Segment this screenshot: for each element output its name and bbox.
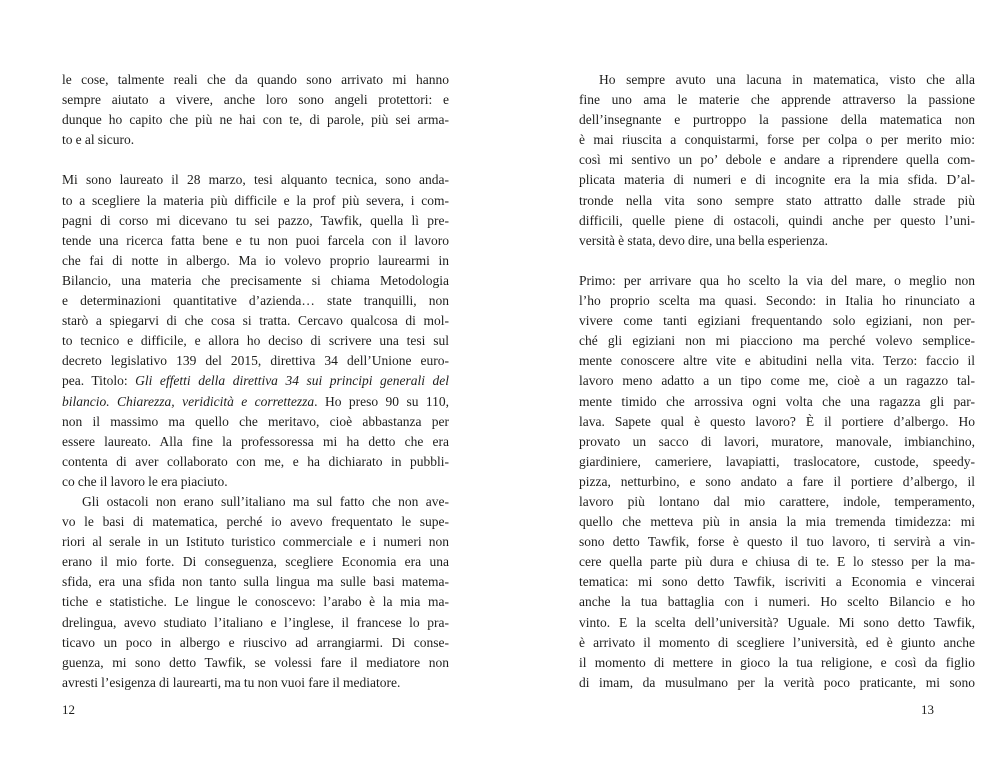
text-line: sono detto Tawfik, forse è questo il tuo lavoro, ti servirà a vin- <box>579 534 975 550</box>
text-line: Mi sono laureato il 28 marzo, tesi alquanto tecnica, sono anda- <box>62 172 449 188</box>
text-line: tende una ricerca fatta bene e tu non puoi farcela con il lavoro <box>62 232 449 248</box>
text-line: Bilancio, una materia che precisamente si chiama Metodologia <box>62 272 449 288</box>
text-line: l’ho proprio scelta ma quasi. Secondo: in Italia ho rinunciato a <box>579 293 975 309</box>
text-line: tematica: mi sono detto Tawfik, iscriviti a Economia e vincerai <box>579 574 975 590</box>
text-line: riori al serale in un Istituto turistico commerciale e i numeri non <box>62 534 449 550</box>
text-line: lava. Sapete qual è questo lavoro? È il portiere d’albergo. Ho <box>579 413 975 429</box>
text-line: così mi sentivo un po’ debole e andare a riprendere quella com- <box>579 152 975 168</box>
text-line: dunque ho capito che più ne hai con te, di parole, più sei arma- <box>62 112 449 128</box>
paragraph <box>62 492 449 693</box>
text-line: è arrivato il momento di scegliere l’università, ed è giunto anche <box>579 634 975 650</box>
paragraph <box>579 271 975 693</box>
text-line: di imam, da musulmano per la verità poco praticante, mi sono <box>579 674 975 690</box>
text-line: essere laureato. Alla fine la professoressa mi ha detto che era <box>62 433 449 449</box>
text-line: guenza, mi sono detto Tawfik, se volessi fare il mediatore non <box>62 654 449 670</box>
text-line: quello che metteva più in ansia la mia tremenda timidezza: mi <box>579 514 975 530</box>
text-line: fine uno ama le materie che apprende attraverso la passione <box>579 92 975 108</box>
text-line: to tecnico e difficile, e allora ho deciso di scrivere una tesi sul <box>62 333 449 349</box>
text-line: versità è stata, devo dire, una bella esperienza. <box>579 232 828 248</box>
page-number-left: 12 <box>62 702 75 717</box>
text-line: mente conoscere altre vite e abitudini nella vita. Terzo: faccio il <box>579 353 975 369</box>
text-line: provato un sacco di lavori, muratore, manovale, imbianchino, <box>579 433 975 449</box>
text-line: pizza, netturbino, e sono andato a fare il portiere d’albergo, il <box>579 473 975 489</box>
text-line: lavoro meno adatto a un tipo come me, cioè a un ragazzo tal- <box>579 373 975 389</box>
text-line: sfida, era una sfida non tanto sulla lingua ma sulle basi matema- <box>62 574 449 590</box>
text-line: Gli ostacoli non erano sull’italiano ma sul fatto che non ave- <box>82 493 449 509</box>
text-line: è mai riuscita a conquistarmi, forse per colpa o per merito mio: <box>579 132 975 148</box>
text-line: vivere come tanti egiziani frequentando solo egiziani, non per- <box>579 313 975 329</box>
text-line: che fai di notte in albergo. Ma io volevo proprio laurearmi in <box>62 252 449 268</box>
text-line: Ho sempre avuto una lacuna in matematica, visto che alla <box>599 72 975 87</box>
italic-segment: bilancio. Chiarezza, veridicità e correttezza <box>62 393 315 409</box>
text-line: giardiniere, cameriere, lavapiatti, traslocatore, custode, speedy- <box>579 453 975 469</box>
page-number-right: 13 <box>921 702 934 717</box>
text-line: contenta di aver collaborato con me, e ha dichiarato in pubbli- <box>62 453 449 469</box>
text-line: erano il mio forte. Di conseguenza, scegliere Economia era una <box>62 554 449 570</box>
paragraph <box>62 70 449 150</box>
text-line: non il massimo ma quello che meritavo, cioè abbastanza per <box>62 413 449 429</box>
left-page-text-block <box>62 70 449 693</box>
text-line: il momento di mettere in gioco la tua religione, e così da figlio <box>579 654 975 670</box>
text-line <box>62 371 449 391</box>
text-line: e determinazioni quantitative d’azienda… state tranquilli, non <box>62 293 449 309</box>
text-line: vo le basi di matematica, perché io avevo frequentato le supe- <box>62 514 449 530</box>
text-line: avresti l’esigenza di laurearti, ma tu non vuoi fare il mediatore. <box>62 674 401 690</box>
text-line: tronde nella vita sono sempre stato attratto dalle strade più <box>579 192 975 208</box>
paragraph <box>62 170 449 492</box>
text-line: ticavo un poco in albergo e riuscivo ad arrangiarmi. Di conse- <box>62 634 449 650</box>
paragraph <box>579 70 975 251</box>
text-segment: . Ho preso 90 su 110, <box>314 393 449 409</box>
text-line: le cose, talmente reali che da quando sono arrivato mi hanno <box>62 72 449 87</box>
text-line: pagni di corso mi dicevano tu sei pazzo, Tawfik, quella lì pre- <box>62 212 449 228</box>
text-line: plicata materia di numeri e di incognite era la mia sfida. D’al- <box>579 172 975 188</box>
text-line <box>62 392 449 412</box>
italic-segment: Gli effetti della direttiva 34 sui principi generali del <box>135 373 449 389</box>
text-line: cere quella parte più dura e chiusa di te. E lo stesso per la ma- <box>579 554 975 570</box>
text-line: dell’insegnante e purtroppo la passione della matematica non <box>579 112 975 128</box>
text-line: Primo: per arrivare qua ho scelto la via del mare, o meglio non <box>579 272 975 288</box>
text-line: mente timido che arrossiva ogni volta che una ragazza gli par- <box>579 393 975 409</box>
text-line: starò a spiegarvi di che cosa si tratta. Cercavo qualcosa di mol- <box>62 313 449 329</box>
text-line: difficili, quelle piene di ostacoli, quindi anche per questo l’uni- <box>579 212 975 228</box>
text-line: anche la tua battaglia con i numeri. Ho scelto Bilancio e ho <box>579 594 975 610</box>
text-line: drelingua, avevo studiato l’italiano e l’inglese, il francese lo pra- <box>62 614 449 630</box>
text-line: lavoro più lontano dal mio carattere, indole, temperamento, <box>579 493 975 509</box>
text-line: tiche e statistiche. Le lingue le conoscevo: l’arabo è la mia ma- <box>62 594 449 610</box>
text-line: to e al sicuro. <box>62 132 135 148</box>
right-page-text-block <box>579 70 975 693</box>
text-line: vinto. E la scelta dell’università? Uguale. Mi sono detto Tawfik, <box>579 614 975 630</box>
text-line: to a scegliere la materia più difficile e la prof più severa, i com- <box>62 192 449 208</box>
text-line: co che il lavoro le era piaciuto. <box>62 473 228 489</box>
text-line: decreto legislativo 139 del 2015, direttiva 34 dell’Unione euro- <box>62 353 449 369</box>
text-segment: pea. Titolo: <box>62 373 136 389</box>
text-line: ché gli egiziani non mi piacciono ma perché volevo semplice- <box>579 333 975 349</box>
text-line: sempre aiutato a vivere, anche loro sono angeli protettori: e <box>62 92 449 108</box>
